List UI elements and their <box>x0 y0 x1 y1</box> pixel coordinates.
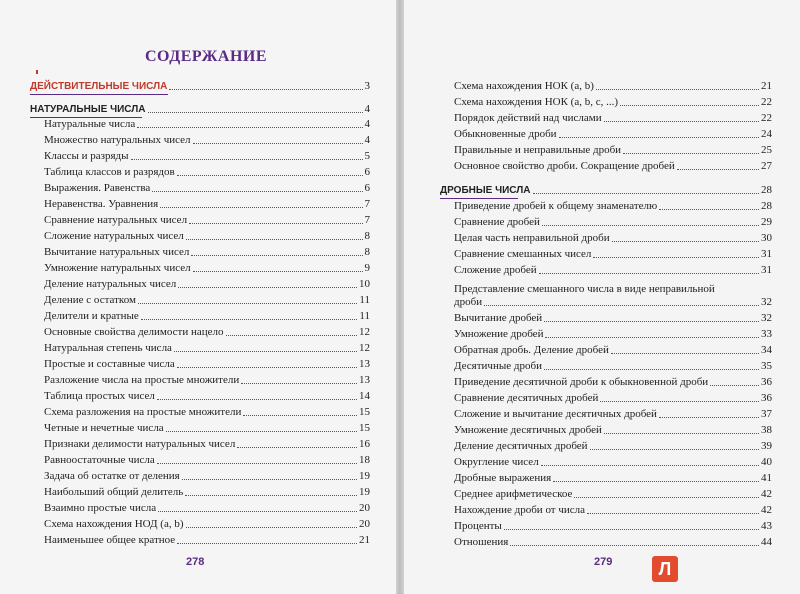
toc-page-number: 32 <box>761 312 772 324</box>
toc-entry-label: Приведение дробей к общему знаменателю <box>454 200 658 212</box>
toc-entry-label: Наименьшее общее кратное <box>44 534 176 546</box>
toc-entry[interactable] <box>454 456 772 469</box>
toc-section-natural-numbers[interactable] <box>30 103 370 116</box>
toc-page-number: 18 <box>359 454 370 466</box>
leader-dots <box>141 319 358 320</box>
toc-entry[interactable] <box>44 278 370 291</box>
leader-dots <box>587 513 759 514</box>
toc-entry-label: Сложение дробей <box>454 264 537 276</box>
publisher-logo-icon: Л <box>652 556 678 582</box>
toc-page-number: 6 <box>364 166 370 178</box>
red-tick-mark <box>36 70 38 74</box>
toc-page-number: 12 <box>359 326 370 338</box>
leader-dots <box>590 449 759 450</box>
leader-dots <box>137 127 362 128</box>
toc-entry[interactable] <box>454 360 772 373</box>
page-title: СОДЕРЖАНИЕ <box>145 48 268 65</box>
toc-page-number: 8 <box>364 246 370 258</box>
toc-entry[interactable] <box>454 488 772 501</box>
toc-entry[interactable] <box>44 166 370 179</box>
toc-entry-label: Сравнение десятичных дробей <box>454 392 599 404</box>
toc-entry-label: Основное свойство дроби. Сокращение дробей <box>454 160 675 172</box>
toc-entry[interactable] <box>44 534 370 547</box>
toc-page-number: 44 <box>761 536 772 548</box>
leader-dots <box>593 257 759 258</box>
toc-page-number: 34 <box>761 344 772 356</box>
toc-entry[interactable] <box>44 134 370 147</box>
toc-page-number: 20 <box>359 502 370 514</box>
leader-dots <box>193 143 363 144</box>
toc-page-number: 22 <box>761 96 772 108</box>
toc-entry-label: Схема нахождения НОД (a, b) <box>44 518 184 530</box>
toc-page-number: 10 <box>359 278 370 290</box>
toc-page-number: 38 <box>761 424 772 436</box>
toc-entry[interactable] <box>44 198 370 211</box>
toc-entry-label-line2: дроби <box>454 296 483 308</box>
toc-entry[interactable] <box>454 392 772 405</box>
leader-dots <box>160 207 362 208</box>
toc-entry-label: Сложение натуральных чисел <box>44 230 184 242</box>
toc-entry[interactable] <box>44 390 370 403</box>
toc-entry[interactable] <box>44 294 370 307</box>
toc-page-number: 20 <box>359 518 370 530</box>
toc-page-number: 9 <box>364 262 370 274</box>
toc-entry-label: Разложение числа на простые множители <box>44 374 240 386</box>
leader-dots <box>157 399 357 400</box>
leader-dots <box>544 321 759 322</box>
toc-entry[interactable] <box>454 112 772 125</box>
toc-page-number: 32 <box>761 296 772 308</box>
leader-dots <box>574 497 759 498</box>
toc-entry-label: Умножение натуральных чисел <box>44 262 191 274</box>
toc-entry-label: Классы и разряды <box>44 150 129 162</box>
toc-entry[interactable] <box>44 118 370 131</box>
leader-dots <box>178 287 357 288</box>
leader-dots <box>177 367 357 368</box>
toc-entry[interactable] <box>454 504 772 517</box>
toc-entry[interactable] <box>454 248 772 261</box>
leader-dots <box>157 463 357 464</box>
toc-entry-label: Десятичные дроби <box>454 360 542 372</box>
toc-entry[interactable] <box>454 440 772 453</box>
leader-dots <box>545 337 759 338</box>
toc-page-number: 28 <box>761 200 772 212</box>
leader-dots <box>612 241 759 242</box>
toc-entry-multiline[interactable] <box>454 282 772 309</box>
toc-entry[interactable] <box>454 128 772 141</box>
toc-entry[interactable] <box>454 160 772 173</box>
toc-page-number: 39 <box>761 440 772 452</box>
toc-entry-label: Равноостаточные числа <box>44 454 155 466</box>
toc-entry-label: Множество натуральных чисел <box>44 134 191 146</box>
toc-page-number: 4 <box>364 118 370 130</box>
toc-entry[interactable] <box>454 424 772 437</box>
toc-entry-label: Натуральная степень числа <box>44 342 172 354</box>
leader-dots <box>539 273 759 274</box>
leader-dots <box>659 417 759 418</box>
toc-page-number: 13 <box>359 374 370 386</box>
toc-entry[interactable] <box>44 182 370 195</box>
toc-entry[interactable] <box>454 472 772 485</box>
leader-dots <box>148 112 363 113</box>
toc-page-number: 29 <box>761 216 772 228</box>
toc-entry-label: Порядок действий над числами <box>454 112 602 124</box>
leader-dots <box>131 159 363 160</box>
toc-page-number: 27 <box>761 160 772 172</box>
toc-entry[interactable] <box>454 200 772 213</box>
toc-entry-label: Четные и нечетные числа <box>44 422 164 434</box>
toc-page-number: 14 <box>359 390 370 402</box>
toc-page-number: 37 <box>761 408 772 420</box>
toc-entry[interactable] <box>454 96 772 109</box>
leader-dots <box>542 225 759 226</box>
toc-page-number: 15 <box>359 422 370 434</box>
toc-entry-label: Взаимно простые числа <box>44 502 157 514</box>
toc-entry-label: Округление чисел <box>454 456 539 468</box>
leader-dots <box>186 527 357 528</box>
toc-entry[interactable] <box>454 216 772 229</box>
toc-page-number: 36 <box>761 376 772 388</box>
book-gutter <box>396 0 404 594</box>
toc-entry-label: Признаки делимости натуральных чисел <box>44 438 236 450</box>
toc-page-number: 24 <box>761 128 772 140</box>
toc-page-number: 11 <box>359 310 370 322</box>
toc-section-real-numbers[interactable] <box>30 80 370 93</box>
toc-entry[interactable] <box>454 520 772 533</box>
toc-entry-label: Вычитание натуральных чисел <box>44 246 190 258</box>
toc-entry-label: Целая часть неправильной дроби <box>454 232 610 244</box>
toc-entry[interactable] <box>44 470 370 483</box>
toc-entry-label: Умножение дробей <box>454 328 544 340</box>
toc-entry-label: Схема нахождения НОК (a, b, c, ...) <box>454 96 619 108</box>
toc-page-number: 43 <box>761 520 772 532</box>
toc-entry-label: Таблица простых чисел <box>44 390 155 402</box>
toc-page-number: 35 <box>761 360 772 372</box>
leader-dots <box>241 383 357 384</box>
toc-page-number: 42 <box>761 488 772 500</box>
leader-dots <box>620 105 759 106</box>
leader-dots <box>604 121 759 122</box>
leader-dots <box>169 89 362 90</box>
leader-dots <box>510 545 759 546</box>
toc-section-fractional-numbers[interactable] <box>440 184 772 197</box>
toc-page-number: 6 <box>364 182 370 194</box>
leader-dots <box>600 401 759 402</box>
leader-dots <box>185 495 357 496</box>
toc-entry-label: Дробные выражения <box>454 472 552 484</box>
toc-entry[interactable] <box>44 374 370 387</box>
leader-dots <box>604 433 759 434</box>
toc-entry-label: Правильные и неправильные дроби <box>454 144 622 156</box>
toc-entry[interactable] <box>44 342 370 355</box>
toc-entry[interactable] <box>454 344 772 357</box>
toc-page-number: 25 <box>761 144 772 156</box>
toc-page-number: 12 <box>359 342 370 354</box>
toc-entry[interactable] <box>44 246 370 259</box>
leader-dots <box>243 415 357 416</box>
leader-dots <box>553 481 759 482</box>
toc-entry[interactable] <box>454 80 772 93</box>
toc-page-number: 41 <box>761 472 772 484</box>
toc-page-number: 19 <box>359 470 370 482</box>
leader-dots <box>177 543 357 544</box>
toc-entry[interactable] <box>454 536 772 549</box>
toc-entry-label: Проценты <box>454 520 502 532</box>
leader-dots <box>504 529 759 530</box>
toc-page-number: 22 <box>761 112 772 124</box>
toc-entry-label: Сложение и вычитание десятичных дробей <box>454 408 657 420</box>
toc-page-number: 7 <box>364 198 370 210</box>
toc-page-number: 42 <box>761 504 772 516</box>
toc-page-number: 31 <box>761 248 772 260</box>
leader-dots <box>186 239 363 240</box>
leader-dots <box>174 351 357 352</box>
toc-page-number: 13 <box>359 358 370 370</box>
page-number-right: 279 <box>594 556 613 568</box>
leader-dots <box>623 153 759 154</box>
leader-dots <box>710 385 759 386</box>
toc-entry-label: Простые и составные числа <box>44 358 175 370</box>
toc-page-number: 4 <box>364 134 370 146</box>
toc-page-number: 28 <box>761 184 772 196</box>
leader-dots <box>611 353 759 354</box>
leader-dots <box>559 137 759 138</box>
toc-entry[interactable] <box>454 376 772 389</box>
toc-entry-line2 <box>454 296 772 309</box>
leader-dots <box>533 193 759 194</box>
toc-entry-label: Сравнение дробей <box>454 216 540 228</box>
toc-entry-label: Деление натуральных чисел <box>44 278 177 290</box>
toc-entry[interactable] <box>44 454 370 467</box>
toc-entry-label: Отношения <box>454 536 509 548</box>
toc-entry[interactable] <box>44 230 370 243</box>
toc-entry[interactable] <box>44 502 370 515</box>
toc-entry[interactable] <box>454 408 772 421</box>
leader-dots <box>166 431 357 432</box>
toc-entry[interactable] <box>454 312 772 325</box>
toc-page-number: 11 <box>359 294 370 306</box>
toc-entry-label: Умножение десятичных дробей <box>454 424 602 436</box>
toc-page-number: 5 <box>364 150 370 162</box>
toc-entry-label: Обратная дробь. Деление дробей <box>454 344 609 356</box>
toc-page-number: 31 <box>761 264 772 276</box>
toc-entry-label: Деление десятичных дробей <box>454 440 588 452</box>
toc-page-number: 40 <box>761 456 772 468</box>
toc-entry[interactable] <box>44 518 370 531</box>
leader-dots <box>659 209 759 210</box>
leader-dots <box>182 479 357 480</box>
toc-page-number: 3 <box>364 80 370 92</box>
toc-entry[interactable] <box>44 326 370 339</box>
toc-entry[interactable] <box>44 406 370 419</box>
toc-entry-label: Сравнение натуральных чисел <box>44 214 188 226</box>
leader-dots <box>138 303 357 304</box>
toc-page-number: 4 <box>364 103 370 115</box>
leader-dots <box>158 511 357 512</box>
section-underline <box>30 94 168 95</box>
toc-entry-label: Нахождение дроби от числа <box>454 504 586 516</box>
toc-section-label: ДЕЙСТВИТЕЛЬНЫЕ ЧИСЛА <box>30 81 168 92</box>
toc-page-number: 21 <box>761 80 772 92</box>
toc-page-number: 8 <box>364 230 370 242</box>
leader-dots <box>177 175 363 176</box>
toc-entry[interactable] <box>44 438 370 451</box>
leader-dots <box>193 271 363 272</box>
toc-entry-label: Среднее арифметическое <box>454 488 573 500</box>
toc-section-label: НАТУРАЛЬНЫЕ ЧИСЛА <box>30 104 146 115</box>
toc-entry[interactable] <box>44 262 370 275</box>
toc-entry-label: Неравенства. Уравнения <box>44 198 159 210</box>
toc-entry[interactable] <box>44 422 370 435</box>
toc-entry[interactable] <box>454 264 772 277</box>
toc-entry-label-line1: Представление смешанного числа в виде неправильной <box>454 283 715 295</box>
section-underline <box>440 198 518 199</box>
leader-dots <box>189 223 362 224</box>
toc-entry[interactable] <box>44 310 370 323</box>
toc-entry[interactable] <box>44 214 370 227</box>
toc-page-number: 36 <box>761 392 772 404</box>
toc-entry[interactable] <box>44 486 370 499</box>
toc-entry[interactable] <box>454 328 772 341</box>
toc-entry-label: Таблица классов и разрядов <box>44 166 175 178</box>
toc-page-number: 21 <box>359 534 370 546</box>
toc-page-number: 15 <box>359 406 370 418</box>
leader-dots <box>191 255 362 256</box>
leader-dots <box>677 169 759 170</box>
leader-dots <box>596 89 759 90</box>
toc-entry-label: Основные свойства делимости нацело <box>44 326 224 338</box>
leader-dots <box>541 465 759 466</box>
toc-entry-label: Деление с остатком <box>44 294 136 306</box>
leader-dots <box>484 305 759 306</box>
toc-entry-label: Сравнение смешанных чисел <box>454 248 592 260</box>
toc-entry-label: Приведение десятичной дроби к обыкновенной дроби <box>454 376 709 388</box>
toc-entry-label: Схема разложения на простые множители <box>44 406 242 418</box>
toc-page-number: 30 <box>761 232 772 244</box>
toc-entry-label: Натуральные числа <box>44 118 136 130</box>
toc-page-number: 7 <box>364 214 370 226</box>
toc-entry[interactable] <box>44 358 370 371</box>
toc-entry-label: Вычитание дробей <box>454 312 543 324</box>
toc-page-number: 19 <box>359 486 370 498</box>
toc-entry-label: Наибольший общий делитель <box>44 486 184 498</box>
leader-dots <box>237 447 357 448</box>
toc-page-number: 33 <box>761 328 772 340</box>
toc-entry[interactable] <box>454 232 772 245</box>
toc-section-label: ДРОБНЫЕ ЧИСЛА <box>440 185 531 196</box>
page-number-left: 278 <box>186 556 205 568</box>
leader-dots <box>226 335 357 336</box>
toc-entry-label: Схема нахождения НОК (a, b) <box>454 80 594 92</box>
toc-entry-label: Выражения. Равенства <box>44 182 151 194</box>
leader-dots <box>152 191 362 192</box>
toc-entry-label: Делители и кратные <box>44 310 139 322</box>
toc-page-number: 16 <box>359 438 370 450</box>
toc-entry[interactable] <box>44 150 370 163</box>
leader-dots <box>544 369 759 370</box>
toc-entry[interactable] <box>454 144 772 157</box>
toc-entry-label: Обыкновенные дроби <box>454 128 557 140</box>
toc-entry-label: Задача об остатке от деления <box>44 470 180 482</box>
